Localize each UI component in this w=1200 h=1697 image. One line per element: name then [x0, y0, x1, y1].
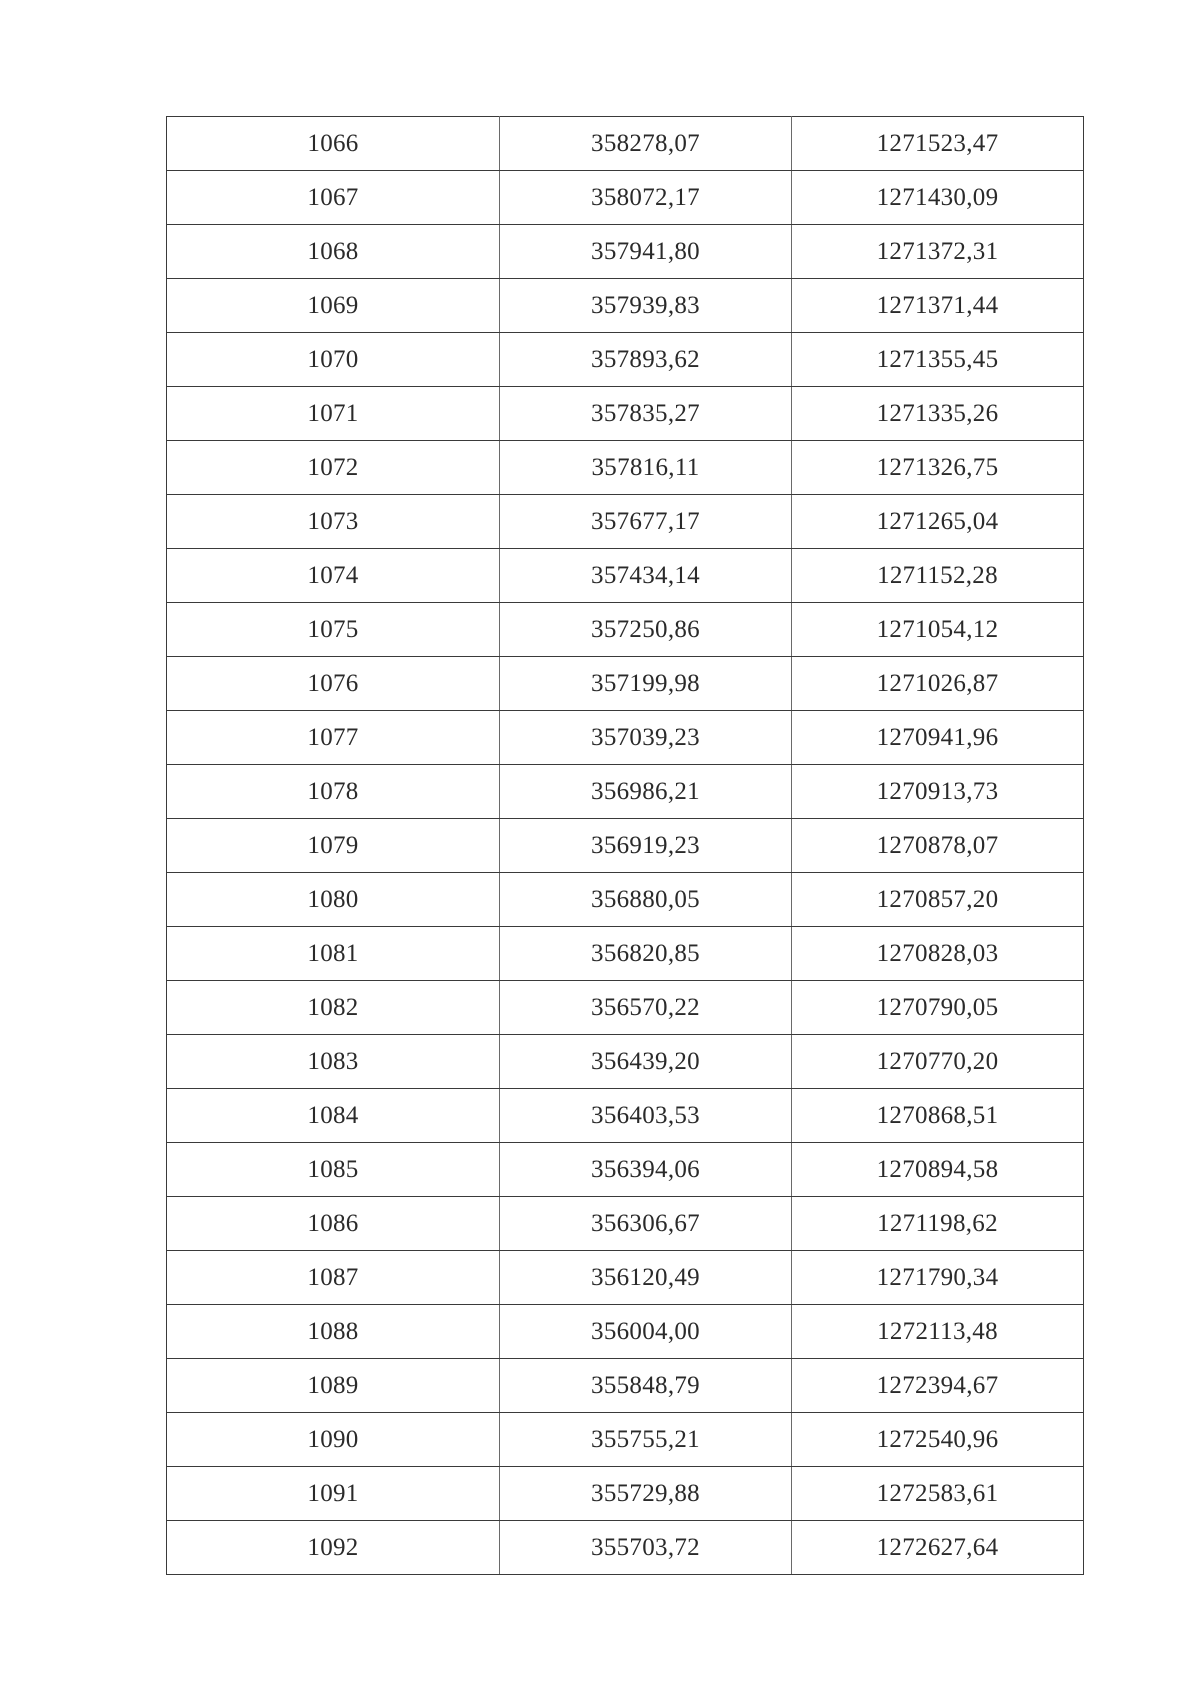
- point-number-cell: 1080: [167, 873, 500, 927]
- table-row: [167, 1521, 1084, 1575]
- x-coordinate-cell: 355848,79: [500, 1359, 792, 1413]
- y-coordinate-cell: 1270828,03: [792, 927, 1084, 981]
- y-coordinate-cell: 1272394,67: [792, 1359, 1084, 1413]
- x-coordinate-cell: 356919,23: [500, 819, 792, 873]
- x-coordinate-cell: 357835,27: [500, 387, 792, 441]
- x-coordinate-cell: 357893,62: [500, 333, 792, 387]
- x-coordinate-cell: 358278,07: [500, 117, 792, 171]
- y-coordinate-cell: 1270868,51: [792, 1089, 1084, 1143]
- point-number-cell: 1070: [167, 333, 500, 387]
- y-coordinate-cell: 1272540,96: [792, 1413, 1084, 1467]
- table-row: [167, 225, 1084, 279]
- point-number-cell: 1072: [167, 441, 500, 495]
- table-row: [167, 873, 1084, 927]
- x-coordinate-cell: 356306,67: [500, 1197, 792, 1251]
- coordinates-table-body: [167, 117, 1084, 1575]
- table-row: [167, 981, 1084, 1035]
- x-coordinate-cell: 356120,49: [500, 1251, 792, 1305]
- table-row: [167, 1089, 1084, 1143]
- y-coordinate-cell: 1270913,73: [792, 765, 1084, 819]
- point-number-cell: 1087: [167, 1251, 500, 1305]
- point-number-cell: 1078: [167, 765, 500, 819]
- x-coordinate-cell: 356820,85: [500, 927, 792, 981]
- x-coordinate-cell: 357199,98: [500, 657, 792, 711]
- table-row: [167, 1197, 1084, 1251]
- table-row: [167, 711, 1084, 765]
- point-number-cell: 1085: [167, 1143, 500, 1197]
- point-number-cell: 1076: [167, 657, 500, 711]
- y-coordinate-cell: 1270770,20: [792, 1035, 1084, 1089]
- y-coordinate-cell: 1271335,26: [792, 387, 1084, 441]
- y-coordinate-cell: 1271790,34: [792, 1251, 1084, 1305]
- table-row: [167, 1251, 1084, 1305]
- x-coordinate-cell: 356986,21: [500, 765, 792, 819]
- y-coordinate-cell: 1271326,75: [792, 441, 1084, 495]
- y-coordinate-cell: 1270878,07: [792, 819, 1084, 873]
- y-coordinate-cell: 1272113,48: [792, 1305, 1084, 1359]
- table-row: [167, 1143, 1084, 1197]
- point-number-cell: 1075: [167, 603, 500, 657]
- table-row: [167, 1413, 1084, 1467]
- x-coordinate-cell: 357816,11: [500, 441, 792, 495]
- point-number-cell: 1068: [167, 225, 500, 279]
- y-coordinate-cell: 1271372,31: [792, 225, 1084, 279]
- point-number-cell: 1084: [167, 1089, 500, 1143]
- point-number-cell: 1079: [167, 819, 500, 873]
- x-coordinate-cell: 357677,17: [500, 495, 792, 549]
- point-number-cell: 1081: [167, 927, 500, 981]
- x-coordinate-cell: 355755,21: [500, 1413, 792, 1467]
- point-number-cell: 1086: [167, 1197, 500, 1251]
- y-coordinate-cell: 1272627,64: [792, 1521, 1084, 1575]
- table-row: [167, 549, 1084, 603]
- y-coordinate-cell: 1270894,58: [792, 1143, 1084, 1197]
- y-coordinate-cell: 1271430,09: [792, 171, 1084, 225]
- point-number-cell: 1073: [167, 495, 500, 549]
- table-row: [167, 927, 1084, 981]
- point-number-cell: 1088: [167, 1305, 500, 1359]
- point-number-cell: 1067: [167, 171, 500, 225]
- table-row: [167, 279, 1084, 333]
- point-number-cell: 1089: [167, 1359, 500, 1413]
- y-coordinate-cell: 1271523,47: [792, 117, 1084, 171]
- y-coordinate-cell: 1270857,20: [792, 873, 1084, 927]
- x-coordinate-cell: 356004,00: [500, 1305, 792, 1359]
- x-coordinate-cell: 357939,83: [500, 279, 792, 333]
- y-coordinate-cell: 1271152,28: [792, 549, 1084, 603]
- table-row: [167, 1467, 1084, 1521]
- table-row: [167, 441, 1084, 495]
- point-number-cell: 1071: [167, 387, 500, 441]
- table-row: [167, 819, 1084, 873]
- point-number-cell: 1090: [167, 1413, 500, 1467]
- x-coordinate-cell: 357039,23: [500, 711, 792, 765]
- y-coordinate-cell: 1270941,96: [792, 711, 1084, 765]
- table-row: [167, 1305, 1084, 1359]
- point-number-cell: 1066: [167, 117, 500, 171]
- y-coordinate-cell: 1271265,04: [792, 495, 1084, 549]
- table-row: [167, 603, 1084, 657]
- table-row: [167, 765, 1084, 819]
- x-coordinate-cell: 356439,20: [500, 1035, 792, 1089]
- point-number-cell: 1082: [167, 981, 500, 1035]
- table-row: [167, 495, 1084, 549]
- coordinates-table: [166, 116, 1084, 1575]
- table-row: [167, 117, 1084, 171]
- x-coordinate-cell: 357941,80: [500, 225, 792, 279]
- x-coordinate-cell: 357434,14: [500, 549, 792, 603]
- x-coordinate-cell: 356394,06: [500, 1143, 792, 1197]
- y-coordinate-cell: 1272583,61: [792, 1467, 1084, 1521]
- y-coordinate-cell: 1271355,45: [792, 333, 1084, 387]
- point-number-cell: 1074: [167, 549, 500, 603]
- x-coordinate-cell: 356403,53: [500, 1089, 792, 1143]
- x-coordinate-cell: 358072,17: [500, 171, 792, 225]
- y-coordinate-cell: 1271026,87: [792, 657, 1084, 711]
- point-number-cell: 1091: [167, 1467, 500, 1521]
- table-row: [167, 387, 1084, 441]
- x-coordinate-cell: 357250,86: [500, 603, 792, 657]
- table-row: [167, 657, 1084, 711]
- table-row: [167, 1359, 1084, 1413]
- x-coordinate-cell: 355703,72: [500, 1521, 792, 1575]
- y-coordinate-cell: 1270790,05: [792, 981, 1084, 1035]
- x-coordinate-cell: 355729,88: [500, 1467, 792, 1521]
- y-coordinate-cell: 1271371,44: [792, 279, 1084, 333]
- table-row: [167, 333, 1084, 387]
- y-coordinate-cell: 1271198,62: [792, 1197, 1084, 1251]
- point-number-cell: 1069: [167, 279, 500, 333]
- y-coordinate-cell: 1271054,12: [792, 603, 1084, 657]
- point-number-cell: 1092: [167, 1521, 500, 1575]
- table-row: [167, 1035, 1084, 1089]
- x-coordinate-cell: 356570,22: [500, 981, 792, 1035]
- point-number-cell: 1083: [167, 1035, 500, 1089]
- x-coordinate-cell: 356880,05: [500, 873, 792, 927]
- point-number-cell: 1077: [167, 711, 500, 765]
- table-row: [167, 171, 1084, 225]
